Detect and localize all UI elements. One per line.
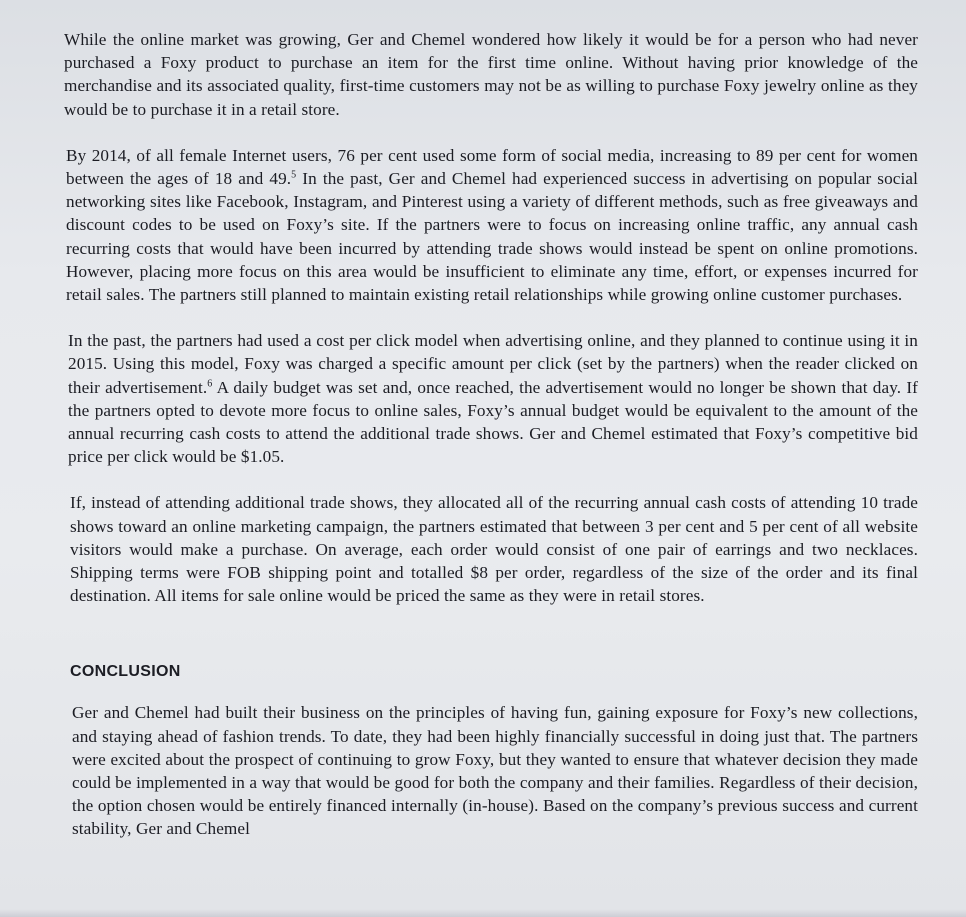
paragraph-social-media-text-b: In the past, Ger and Chemel had experienced success in advertising on popular social networking sites like Facebook, Instagram, and Pinterest using a variety of different methods, such as free giveaways and discount codes to be used on Foxy’s site. If the partners were to focus on increasing online traffic, any annual cash recurring costs that would have been incurred by attending trade shows would instead be spent on online promotions. However, placing more focus on this area would be insufficient to eliminate any time, effort, or expenses incurred for retail sales. The partners still planned to maintain existing retail relationships while growing online customer purchases. (66, 169, 918, 305)
paragraph-cost-per-click (68, 329, 918, 468)
paragraph-cost-per-click-text-b: A daily budget was set and, once reached, the advertisement would no longer be shown that day. If the partners opted to devote more focus to online sales, Foxy’s annual budget would be equivalent to the amount of the annual recurring cash costs to attend the additional trade shows. Ger and Chemel estimated that Foxy’s competitive bid price per click would be $1.05. (68, 377, 918, 467)
paragraph-social-media (66, 144, 918, 306)
paragraph-cost-per-click-text-a: In the past, the partners had used a cost per click model when advertising online, and they planned to continue using it in 2015. Using this model, Foxy was charged a specific amount per click (set by the partners) when the reader clicked on their advertisement. (68, 331, 918, 397)
paragraph-conclusion: Ger and Chemel had built their business on the principles of having fun, gaining exposure for Foxy’s new collections, and staying ahead of fashion trends. To date, they had been highly financially successful in doing just that. The partners were excited about the prospect of continuing to grow Foxy, but they wanted to ensure that whatever decision they made could be implemented in a way that would be good for both the company and their families. Regardless of their decision, the option chosen would be entirely financed internally (in-house). Based on the company’s previous success and current stability, Ger and Chemel (72, 703, 918, 839)
paragraph-social-media-text-a: By 2014, of all female Internet users, 76 per cent used some form of social media, increasing to 89 per cent for women between the ages of 18 and 49. (66, 145, 918, 189)
footnote-6: 6 (207, 377, 213, 389)
page-bottom-edge (0, 909, 966, 917)
section-heading-conclusion: CONCLUSION (70, 663, 181, 681)
paragraph-trade-shows: If, instead of attending additional trade shows, they allocated all of the recurring annual cash costs of attending 10 trade shows toward an online marketing campaign, the partners estimated that between 3 per cent and 5 per cent of all website visitors would make a purchase. On average, each order would consist of one pair of earrings and two necklaces. Shipping terms were FOB shipping point and totalled $8 per order, regardless of the size of the order and its final destination. All items for sale online would be priced the same as they were in retail stores. (70, 493, 918, 606)
paragraph-online-market: While the online market was growing, Ger and Chemel wondered how likely it would be for a person who had never purchased a Foxy product to purchase an item for the first time online. Without having prior knowledge of the merchandise and its associated quality, first-time customers may not be as willing to purchase Foxy jewelry online as they would be to purchase it in a retail store. (64, 30, 918, 119)
footnote-5: 5 (291, 169, 297, 181)
